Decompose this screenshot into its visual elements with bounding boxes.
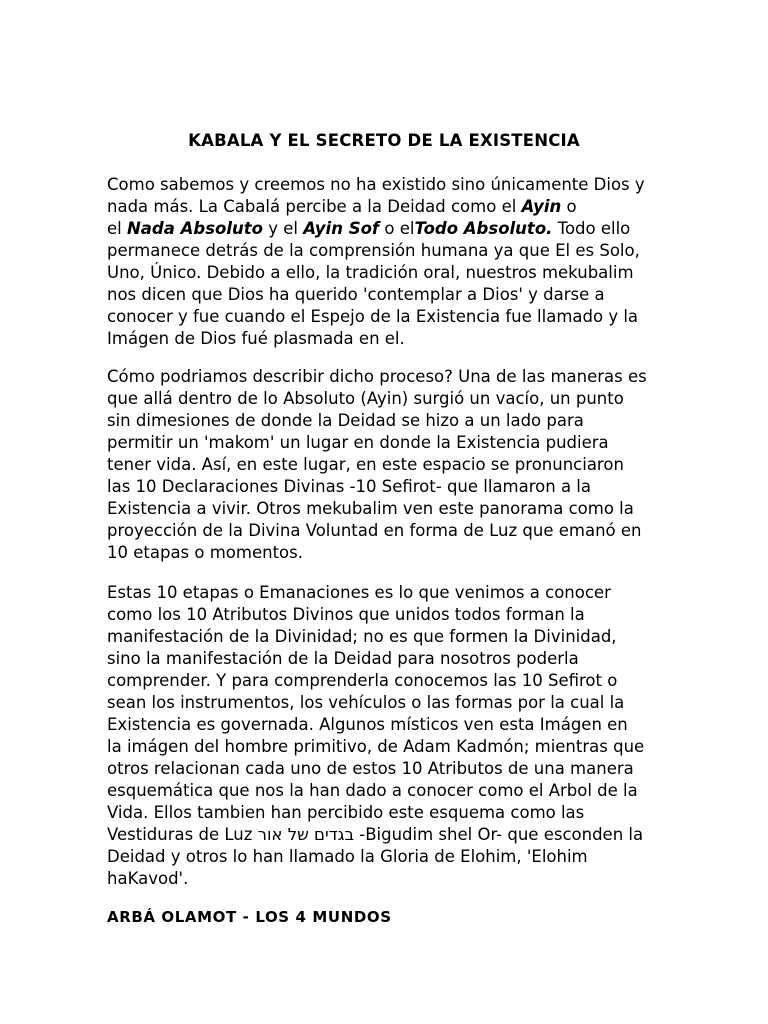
paragraph-line: la imágen del hombre primitivo, de Adam Kadmón; mientras que	[107, 737, 645, 756]
paragraph-line: nos dicen que Dios ha querido 'contemplar a Dios' y darse a	[107, 285, 605, 304]
paragraph-line: sin dimesiones de donde la Deidad se hizo a un lado para	[107, 411, 584, 430]
paragraph-line: sino la manifestación de la Deidad para nosotros poderla	[107, 649, 579, 668]
emphasis-ayin-sof: Ayin Sof	[303, 219, 380, 238]
paragraph-line: nada más. La Cabalá percibe a la Deidad como el Ayin o	[107, 197, 577, 216]
emphasis-todo-absoluto: Todo Absoluto.	[414, 219, 553, 238]
paragraph-line: Como sabemos y creemos no ha existido sino únicamente Dios y	[107, 175, 645, 194]
paragraph-line: las 10 Declaraciones Divinas -10 Sefirot- que llamaron a la	[107, 477, 592, 496]
paragraph-line: Existencia a vivir. Otros mekubalim ven este panorama como la	[107, 499, 634, 518]
paragraph-line: Estas 10 etapas o Emanaciones es lo que venimos a conocer	[107, 583, 611, 602]
paragraph-line: Deidad y otros lo han llamado la Gloria de Elohim, 'Elohim	[107, 847, 588, 866]
paragraph-2	[107, 366, 667, 564]
paragraph-line: Existencia es governada. Algunos místicos ven esta Imágen en	[107, 715, 628, 734]
paragraph-line: Vestiduras de Luz בגדים של אור -Bigudim shel Or- que esconden la	[107, 825, 644, 844]
paragraph-line: manifestación de la Divinidad; no es que formen la Divinidad,	[107, 627, 617, 646]
paragraph-line: que allá dentro de lo Absoluto (Ayin) surgió un vacío, un punto	[107, 389, 624, 408]
paragraph-line: 10 etapas o momentos.	[107, 543, 303, 562]
paragraph-line: haKavod'.	[107, 869, 189, 888]
paragraph-line: como los 10 Atributos Divinos que unidos todos forman la	[107, 605, 585, 624]
emphasis-nada-absoluto: Nada Absoluto	[126, 219, 263, 238]
paragraph-line: permanece detrás de la comprensión humana ya que El es Solo,	[107, 241, 640, 260]
document-title: KABALA Y EL SECRETO DE LA EXISTENCIA	[188, 131, 580, 150]
section-heading: ARBÁ OLAMOT - LOS 4 MUNDOS	[107, 908, 392, 926]
paragraph-line: Cómo podriamos describir dicho proceso? Una de las maneras es	[107, 367, 647, 386]
paragraph-line: el Nada Absoluto y el Ayin Sof o elTodo Absoluto. Todo ello	[107, 219, 631, 238]
paragraph-line: Imágen de Dios fué plasmada en el.	[107, 329, 405, 348]
paragraph-line: tener vida. Así, en este lugar, en este espacio se pronunciaron	[107, 455, 624, 474]
emphasis-ayin: Ayin	[521, 197, 562, 216]
paragraph-line: conocer y fue cuando el Espejo de la Existencia fue llamado y la	[107, 307, 639, 326]
paragraph-1	[107, 174, 667, 350]
paragraph-line: proyección de la Divina Voluntad en forma de Luz que emanó en	[107, 521, 642, 540]
paragraph-line: permitir un 'makom' un lugar en donde la Existencia pudiera	[107, 433, 609, 452]
paragraph-line: Vida. Ellos tambien han percibido este esquema como las	[107, 803, 585, 822]
paragraph-line: sean los instrumentos, los vehículos o las formas por la cual la	[107, 693, 625, 712]
paragraph-3	[107, 582, 667, 890]
paragraph-line: Uno, Único. Debido a ello, la tradición oral, nuestros mekubalim	[107, 263, 634, 282]
paragraph-line: esquemática que nos la han dado a conocer como el Arbol de la	[107, 781, 638, 800]
paragraph-line: otros relacionan cada uno de estos 10 Atributos de una manera	[107, 759, 634, 778]
paragraph-line: comprender. Y para comprenderla conocemos las 10 Sefirot o	[107, 671, 618, 690]
